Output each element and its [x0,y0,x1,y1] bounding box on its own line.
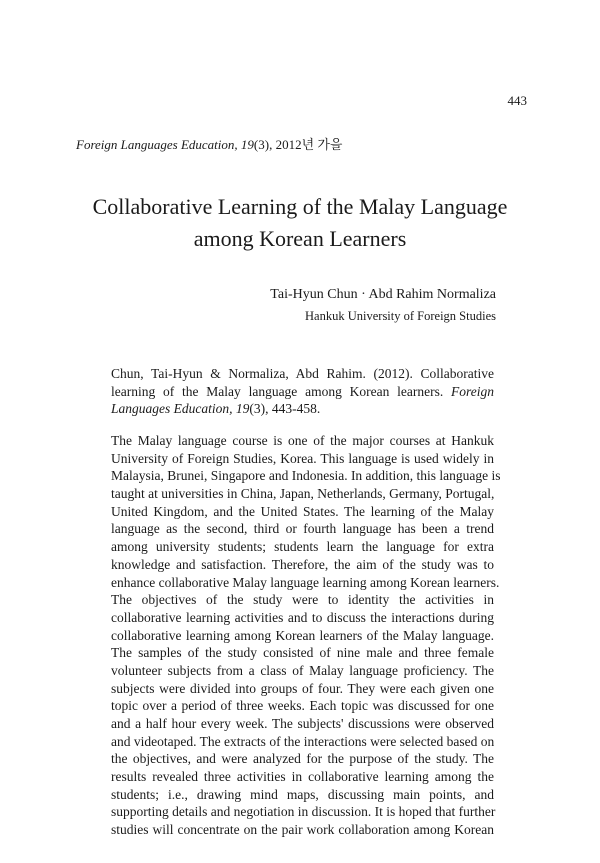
title-line-2: among Korean Learners [193,226,407,251]
abstract-line: collaborative learning activities and to discuss the interactions during [111,609,494,625]
abstract [111,432,501,839]
abstract-line: The samples of the study consisted of nine male and three female [111,645,494,661]
authors: Tai-Hyun Chun · Abd Rahim Normaliza [270,287,496,302]
abstract-line: The objectives of the study were to identity the activities in [111,592,494,608]
abstract-line: students; i.e., drawing mind maps, discussing main points, and [111,786,494,802]
abstract-line: supporting details and negotiation in discussion. It is hoped that further [111,804,496,820]
abstract-line: knowledge and satisfaction. Therefore, the aim of the study was to [111,556,494,572]
abstract-line: and a half hour every week. The subjects' discussions were observed [111,716,494,731]
abstract-line: topic over a period of three weeks. Each topic was discussed for one [111,698,494,714]
abstract-line: Malaysia, Brunei, Singapore and Indonesia. In addition, this language is [111,468,501,484]
abstract-line: results revealed three activities in collaborative learning among the [111,769,494,785]
citation-issue-pages: (3), 443-458. [249,401,321,417]
abstract-line: volunteer subjects from a class of Malay language proficiency. The [111,662,494,678]
journal-issue-year: (3), 2012년 가을 [253,137,343,152]
citation-journal-name: Foreign Languages Education, [111,383,494,417]
abstract-line: enhance collaborative Malay language learning among Korean learners. [111,574,500,590]
affiliation: Hankuk University of Foreign Studies [305,309,496,323]
abstract-line: and videotaped. The extracts of the interactions were selected based on [111,733,495,749]
article-title [0,191,600,255]
abstract-line: United Kingdom, and the United States. The learning of the Malay [111,503,494,519]
citation-text: Chun, Tai-Hyun & Normaliza, Abd Rahim. (2012). Collaborative learning of the Malay language among Korean learners. [111,366,494,399]
abstract-line: studies will concentrate on the pair work collaboration among Korean [111,822,494,838]
journal-header [76,134,343,153]
journal-volume: 19 [240,137,254,152]
abstract-line: subjects were divided into groups of four. They were each given one [111,680,494,696]
abstract-line: The Malay language course is one of the major courses at Hankuk [111,433,494,448]
title-line-1: Collaborative Learning of the Malay Language [92,194,508,219]
citation-volume: 19 [235,401,250,417]
abstract-line: among university students; students learn the language for extra [111,539,494,555]
abstract-line: University of Foreign Studies, Korea. This language is used widely in [111,450,494,466]
abstract-line: collaborative learning among Korean learners of the Malay language. [111,627,494,643]
abstract-line: taught at universities in China, Japan, Netherlands, Germany, Portugal, [111,486,495,502]
journal-name: Foreign Languages Education, [76,137,238,152]
abstract-line: the objectives, and were analyzed for the purpose of the study. The [111,751,494,767]
abstract-line: language as the second, third or fourth language has been a trend [111,521,494,537]
citation [111,365,494,418]
page-number: 443 [507,93,527,108]
